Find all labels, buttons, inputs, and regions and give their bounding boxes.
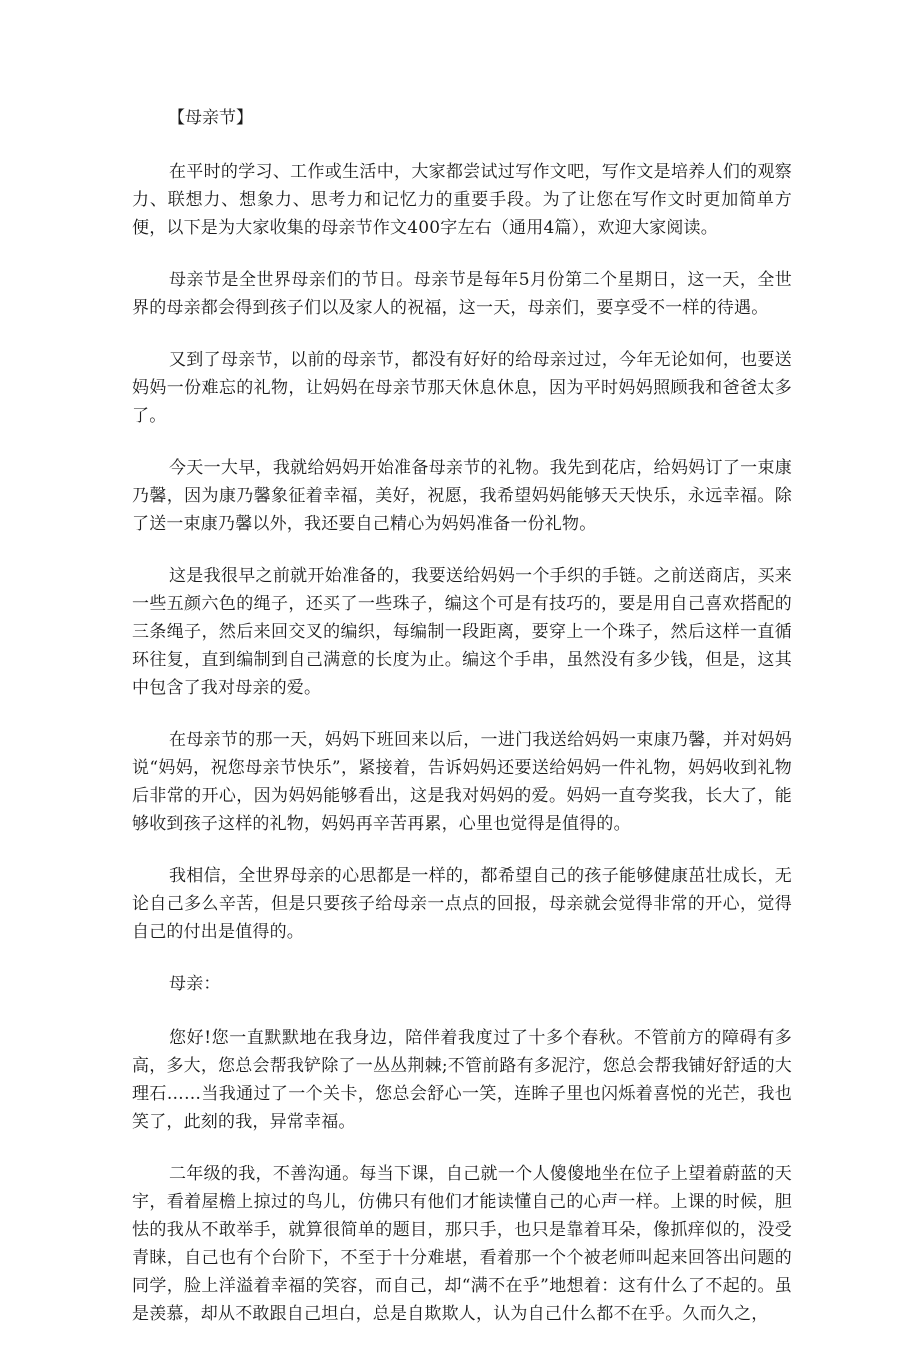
- document-title: 【母亲节】: [168, 108, 253, 128]
- document-body: [132, 104, 792, 1352]
- paragraph-holiday: 在母亲节的那一天，妈妈下班回来以后，一进门我送给妈妈一束康乃馨，并对妈妈说“妈妈，祝您母亲节快乐”，紧接着，告诉妈妈还要送给妈妈一件礼物，妈妈收到礼物后非常的开心，因为妈妈能够看出，这是我对妈妈的爱。妈妈一直夸奖我，长大了，能够收到孩子这样的礼物，妈妈再辛苦再累，心里也觉得是值得的。: [132, 730, 792, 834]
- paragraph-carnation: 今天一大早，我就给妈妈开始准备母亲节的礼物。我先到花店，给妈妈订了一束康乃馨，因为康乃馨象征着幸福，美好，祝愿，我希望妈妈能够天天快乐，永远幸福。除了送一束康乃馨以外，我还要自己精心为妈妈准备一份礼物。: [132, 458, 792, 534]
- paragraph-mothers-day: 母亲节是全世界母亲们的节日。母亲节是每年5月份第二个星期日，这一天，全世界的母亲都会得到孩子们以及家人的祝福，这一天，母亲们，要享受不一样的待遇。: [132, 270, 792, 318]
- letter-paragraph-1: 您好!您一直默默地在我身边，陪伴着我度过了十多个春秋。不管前方的障碍有多高，多大，您总会帮我铲除了一丛丛荆棘;不管前路有多泥泞，您总会帮我铺好舒适的大理石……当我通过了一个关卡，您总会舒心一笑，连眸子里也闪烁着喜悦的光芒，我也笑了，此刻的我，异常幸福。: [132, 1028, 792, 1132]
- letter-greeting: 母亲：: [169, 974, 221, 994]
- paragraph-gift-plan: 又到了母亲节，以前的母亲节，都没有好好的给母亲过过，今年无论如何，也要送妈妈一份难忘的礼物，让妈妈在母亲节那天休息休息，因为平时妈妈照顾我和爸爸太多了。: [132, 350, 792, 426]
- paragraph-bracelet: 这是我很早之前就开始准备的，我要送给妈妈一个手织的手链。之前送商店，买来一些五颜六色的绳子，还买了一些珠子，编这个可是有技巧的，要是用自己喜欢搭配的三条绳子，然后来回交叉的编织，每编制一段距离，要穿上一个珠子，然后这样一直循环往复，直到编制到自己满意的长度为止。编这个手串，虽然没有多少钱，但是，这其中包含了我对母亲的爱。: [132, 566, 792, 698]
- paragraph-belief: 我相信，全世界母亲的心思都是一样的，都希望自己的孩子能够健康茁壮成长，无论自己多么辛苦，但是只要孩子给母亲一点点的回报，母亲就会觉得非常的开心，觉得自己的付出是值得的。: [132, 866, 792, 942]
- paragraph-intro: 在平时的学习、工作或生活中，大家都尝试过写作文吧，写作文是培养人们的观察力、联想力、想象力、思考力和记忆力的重要手段。为了让您在写作文时更加简单方便，以下是为大家收集的母亲节作文400字左右（通用4篇），欢迎大家阅读。: [132, 162, 792, 238]
- letter-paragraph-2: 二年级的我，不善沟通。每当下课，自己就一个人傻傻地坐在位子上望着蔚蓝的天宇，看着屋檐上掠过的鸟儿，仿佛只有他们才能读懂自己的心声一样。上课的时候，胆怯的我从不敢举手，就算很简单的题目，那只手，也只是靠着耳朵，像抓痒似的，没受青睐，自己也有个台阶下，不至于十分难堪，看着那一个个被老师叫起来回答出问题的同学，脸上洋溢着幸福的笑容，而自己，却“满不在乎”地想着：这有什么了不起的。虽是羡慕，却从不敢跟自己坦白，总是自欺欺人，认为自己什么都不在乎。久而久之，: [132, 1164, 792, 1324]
